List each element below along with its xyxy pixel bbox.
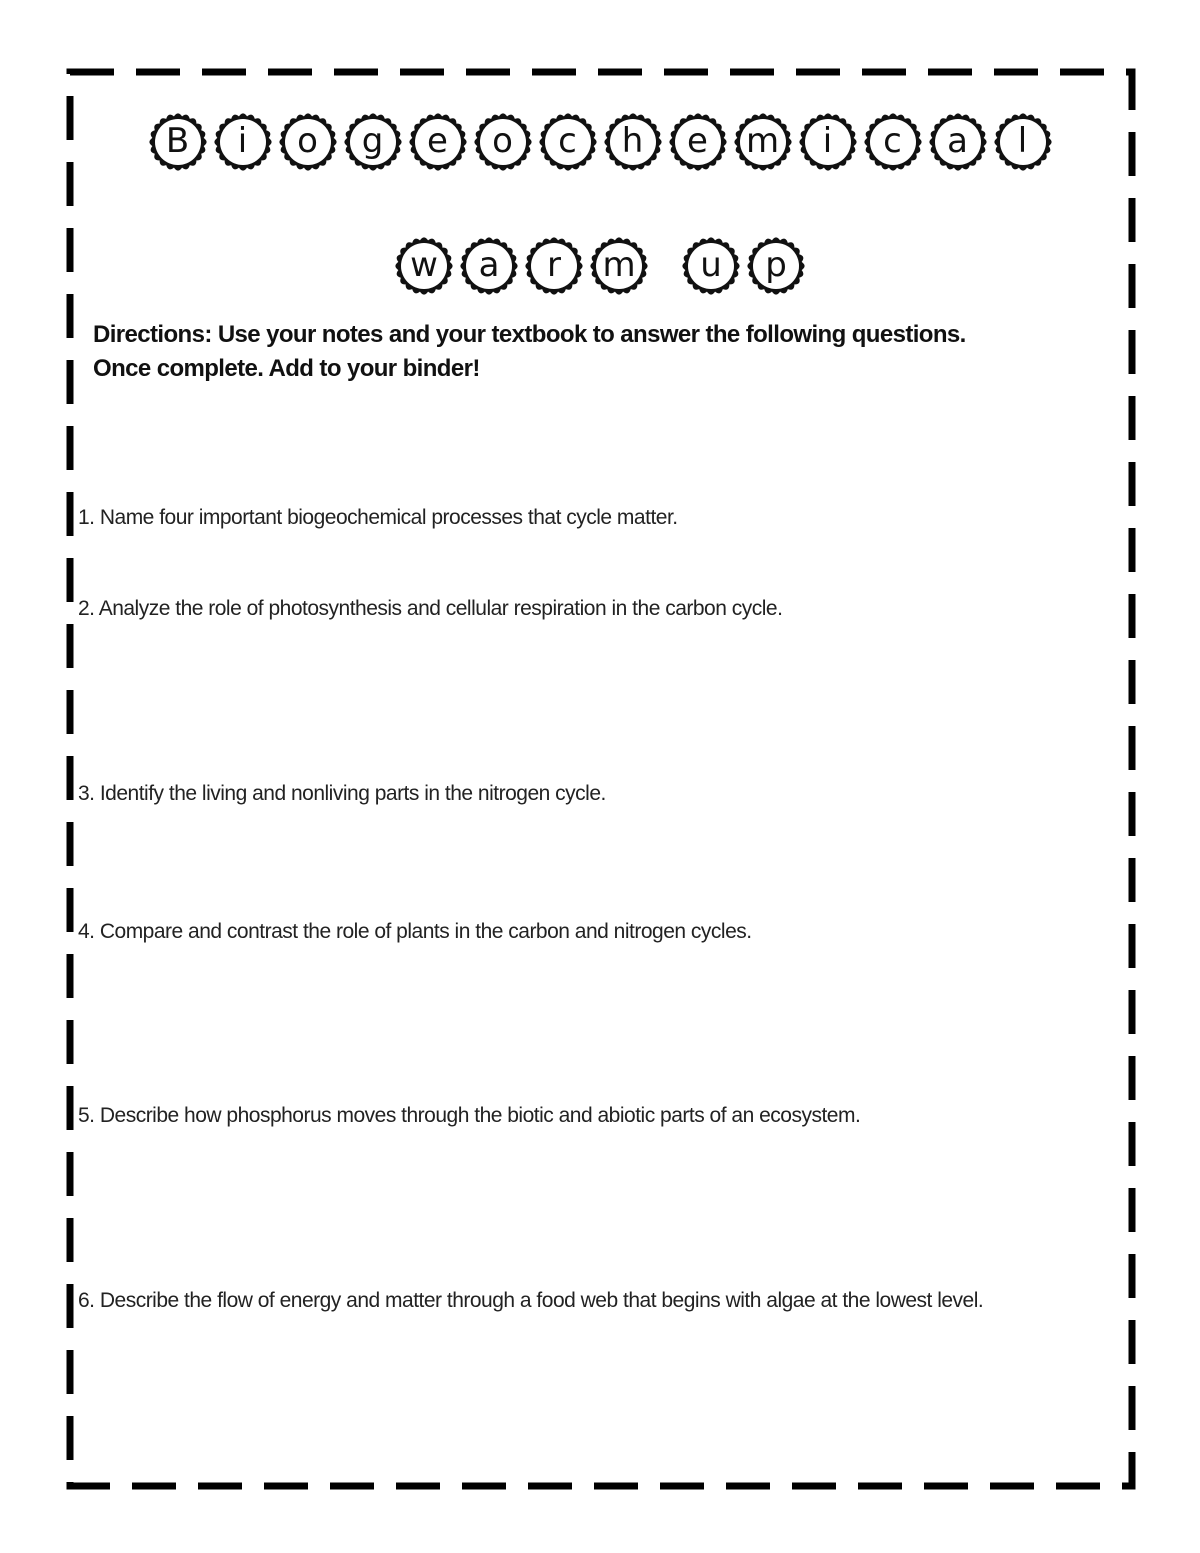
- title-letter: i: [237, 121, 248, 161]
- title-letter: i: [822, 121, 833, 161]
- title-line-1-letter-badge: [863, 112, 923, 172]
- title-letter: o: [297, 121, 318, 161]
- question-5: 5. Describe how phosphorus moves through the biotic and abiotic parts of an ecosystem.: [78, 1104, 861, 1127]
- title-line-1-letter-badge: [343, 112, 403, 172]
- title-line-1-letter-badge: [928, 112, 988, 172]
- title-line-1-letter-badge: [148, 112, 208, 172]
- title-letter: B: [165, 121, 190, 161]
- title-line-1-letter-badge: [733, 112, 793, 172]
- title-letter: e: [687, 121, 708, 161]
- question-6: 6. Describe the flow of energy and matter through a food web that begins with algae at the lowest level.: [78, 1289, 984, 1312]
- title-line-1-letter-badge: [798, 112, 858, 172]
- title-line-1-letter-badge: [473, 112, 533, 172]
- title-letter: a: [478, 245, 500, 285]
- title-line-1-letter-badge: [213, 112, 273, 172]
- title-letter: p: [765, 245, 787, 285]
- directions-text: [93, 318, 1103, 386]
- title-line-1-letter-badge: [408, 112, 468, 172]
- title-letter: c: [883, 121, 902, 161]
- question-3: 3. Identify the living and nonliving parts in the nitrogen cycle.: [78, 782, 606, 805]
- question-4: 4. Compare and contrast the role of plants in the carbon and nitrogen cycles.: [78, 920, 752, 943]
- title-letter: m: [602, 245, 636, 285]
- question-1: 1. Name four important biogeochemical processes that cycle matter.: [78, 506, 678, 529]
- title-line-1-letter-badge: [993, 112, 1053, 172]
- title-line-2-letter-badge: [524, 236, 584, 296]
- title-line-1: [0, 112, 1200, 172]
- title-line-2-letter-badge: [681, 236, 741, 296]
- title-letter: e: [427, 121, 448, 161]
- title-line-1-letter-badge: [603, 112, 663, 172]
- title-letter: w: [410, 245, 438, 285]
- title-letter: a: [947, 121, 968, 161]
- directions-line-1: Directions: Use your notes and your textbook to answer the following questions.: [93, 321, 966, 348]
- title-line-1-letter-badge: [668, 112, 728, 172]
- title-letter: r: [547, 245, 561, 285]
- title-letter: m: [745, 121, 780, 161]
- title-line-2-letter-badge: [746, 236, 806, 296]
- title-line-2-letter-badge: [589, 236, 649, 296]
- title-letter: o: [492, 121, 513, 161]
- title-line-2-letter-badge: [459, 236, 519, 296]
- directions-line-2: Once complete. Add to your binder!: [93, 355, 480, 382]
- title-line-2: [0, 236, 1200, 296]
- title-line-2-letter-badge: [394, 236, 454, 296]
- title-letter: c: [558, 121, 577, 161]
- title-line-1-letter-badge: [538, 112, 598, 172]
- title-letter: g: [361, 121, 384, 161]
- title-letter: h: [621, 121, 644, 161]
- title-word-gap: [654, 236, 676, 296]
- question-2: 2. Analyze the role of photosynthesis and cellular respiration in the carbon cycle.: [78, 597, 783, 620]
- title-letter: u: [700, 245, 722, 285]
- title-letter: l: [1017, 121, 1028, 161]
- title-line-1-letter-badge: [278, 112, 338, 172]
